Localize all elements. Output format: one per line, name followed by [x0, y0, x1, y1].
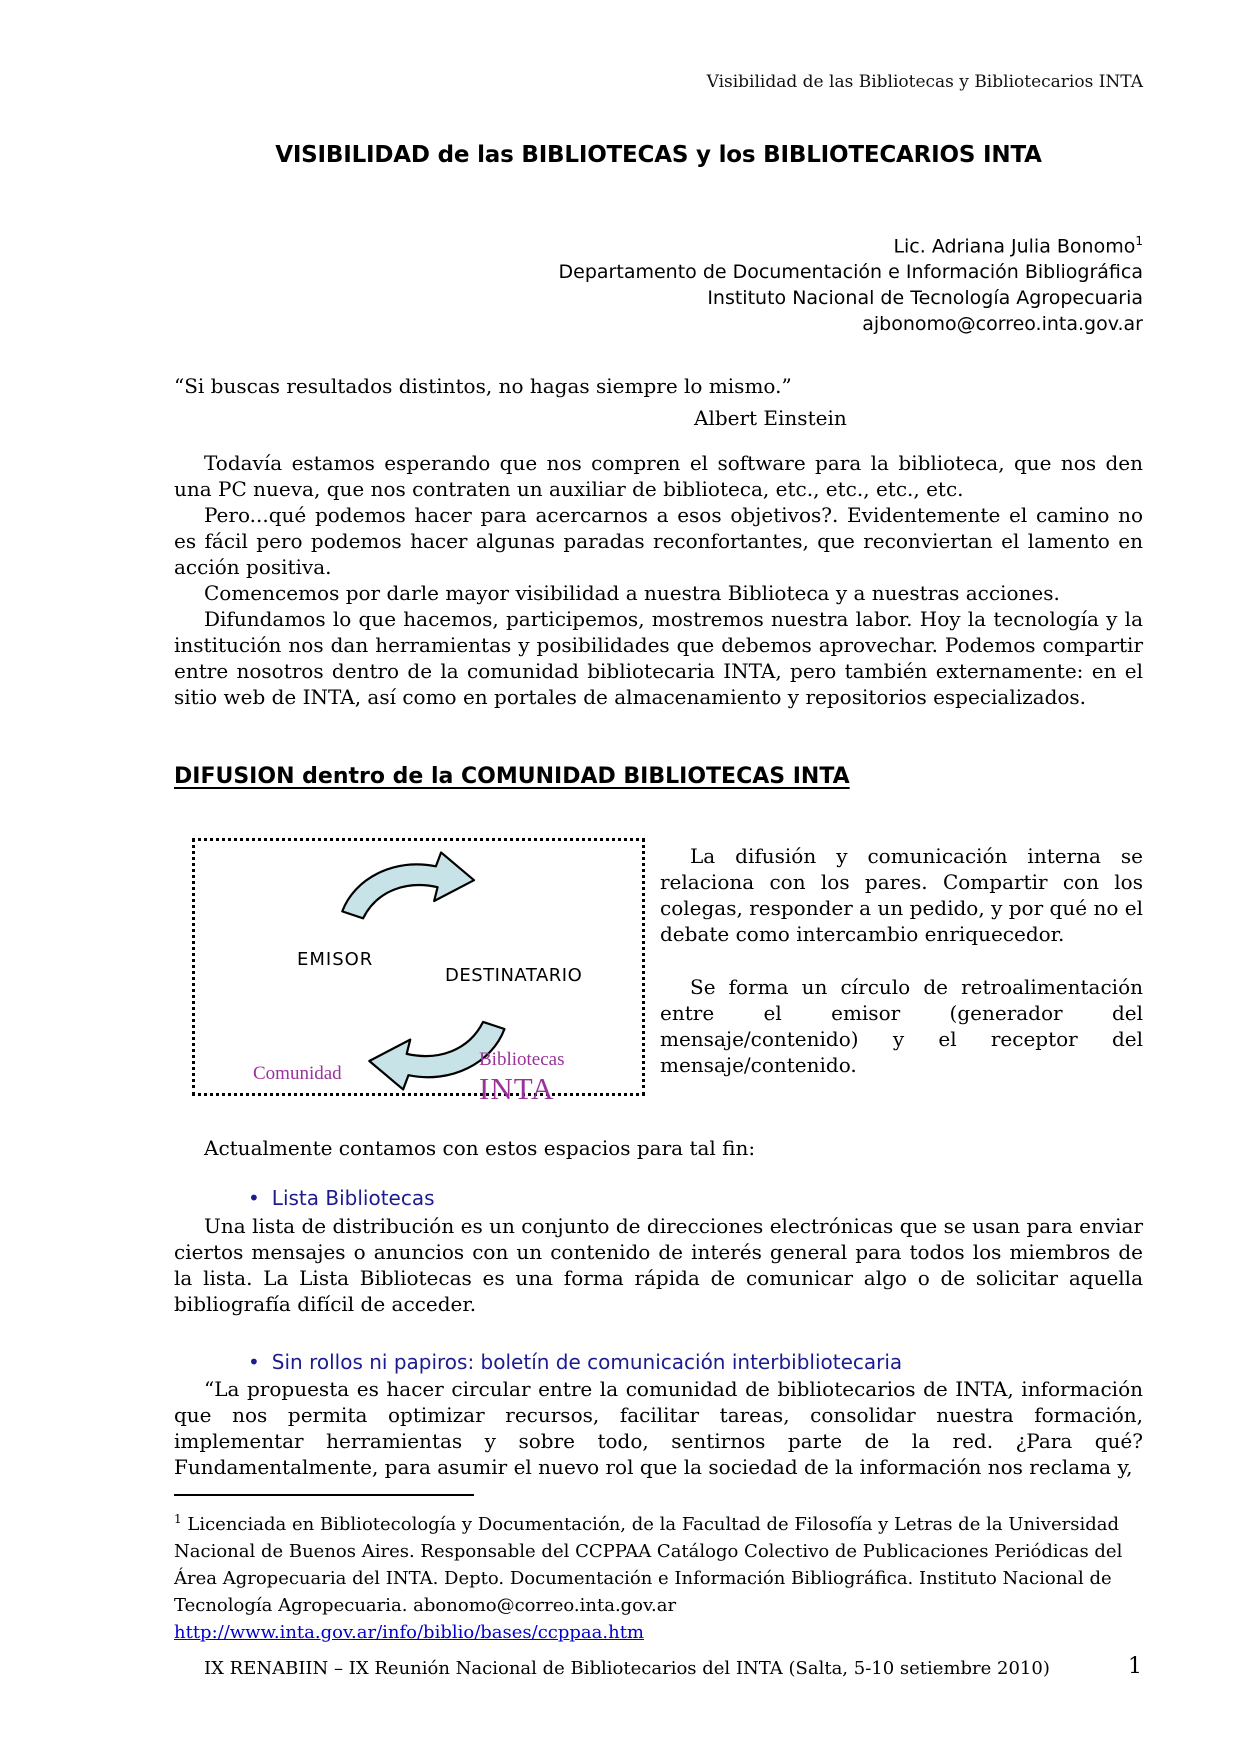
- author-institution: Instituto Nacional de Tecnología Agropecuaria: [707, 287, 1143, 310]
- cycle-arrow-top-icon: [333, 849, 485, 927]
- section-heading: DIFUSION dentro de la COMUNIDAD BIBLIOTECAS INTA: [174, 764, 850, 789]
- author-block: [559, 228, 1143, 337]
- footnote-ref: 1: [174, 1512, 182, 1526]
- footer-conference-line: IX RENABIIN – IX Reunión Nacional de Bibliotecarios del INTA (Salta, 5-10 setiembre 2010): [204, 1658, 1050, 1679]
- footnote-separator: [174, 1494, 474, 1496]
- diagram-side-text: [660, 843, 1143, 1078]
- author-department: Departamento de Documentación e Información Bibliográfica: [558, 261, 1143, 284]
- bullet-dot-icon: •: [248, 1350, 260, 1374]
- diagram-label-bibliotecas-inta: [479, 1049, 642, 1107]
- side-paragraph: La difusión y comunicación interna se relaciona con los pares. Compartir con los colegas, responder a un pedido, y por qué no el debate como intercambio enriquecedor.: [660, 844, 1143, 946]
- bullet-paragraph: Una lista de distribución es un conjunto de direcciones electrónicas que se usan para enviar ciertos mensajes o anuncios con un contenido de interés general para todos los miembros de la lista. La Lista Bibliotecas es una forma rápida de comunicar algo o de solicitar aquella bibliografía difícil de acceder.: [174, 1214, 1143, 1316]
- bullet-paragraph: “La propuesta es hacer circular entre la comunidad de bibliotecarios de INTA, información que nos permita optimizar recursos, facilitar tareas, consolidar nuestra formación, implementar herramientas y sobre todo, sentirnos parte de la red. ¿Para qué? Fundamentalmente, para asumir el nuevo rol que la sociedad de la información nos reclama y,: [174, 1377, 1143, 1479]
- page-title: VISIBILIDAD de las BIBLIOTECAS y los BIBLIOTECARIOS INTA: [275, 142, 1042, 168]
- epigraph-attribution: Albert Einstein: [694, 406, 847, 430]
- diagram-label-emisor: EMISOR: [297, 949, 374, 970]
- footnote-link[interactable]: http://www.inta.gov.ar/info/biblio/bases/ccppaa.htm: [174, 1622, 644, 1643]
- epigraph-quote: “Si buscas resultados distintos, no hagas siempre lo mismo.”: [174, 374, 792, 398]
- diagram-label-bibliotecas: Bibliotecas: [479, 1049, 565, 1070]
- side-paragraph: Se forma un círculo de retroalimentación entre el emisor (generador del mensaje/contenido) y el receptor del mensaje/contenido.: [660, 975, 1143, 1077]
- communication-cycle-diagram: [192, 838, 645, 1106]
- author-name: Lic. Adriana Julia Bonomo: [893, 235, 1136, 258]
- page-number: 1: [1128, 1654, 1142, 1679]
- bullet-dot-icon: •: [248, 1186, 260, 1210]
- author-footnote-ref: 1: [1135, 234, 1143, 248]
- running-header: Visibilidad de las Bibliotecas y Bibliotecarios INTA: [706, 72, 1143, 92]
- author-email: ajbonomo@correo.inta.gov.ar: [862, 313, 1143, 336]
- bullet-item-lista-bibliotecas: [248, 1186, 435, 1210]
- author-name-line: [559, 228, 1143, 259]
- intro-paragraph: Difundamos lo que hacemos, participemos, mostremos nuestra labor. Hoy la tecnología y la institución nos dan herramientas y posibilidades que debemos aprovechar. Podemos compartir entre nosotros dentro de la comunidad bibliotecaria INTA, pero también externamente: en el sitio web de INTA, así como en portales de almacenamiento y repositorios especializados.: [174, 607, 1143, 709]
- intro-paragraphs: [174, 450, 1143, 710]
- diagram-label-inta: INTA: [479, 1071, 555, 1106]
- diagram-label-comunidad: Comunidad: [253, 1063, 342, 1084]
- bullet-label: Lista Bibliotecas: [271, 1186, 435, 1210]
- intro-paragraph: Todavía estamos esperando que nos compren el software para la biblioteca, que nos den una PC nueva, que nos contraten un auxiliar de biblioteca, etc., etc., etc., etc.: [174, 451, 1143, 501]
- spaces-intro-line: Actualmente contamos con estos espacios para tal fin:: [204, 1136, 756, 1160]
- intro-paragraph: Pero...qué podemos hacer para acercarnos a esos objetivos?. Evidentemente el camino no es fácil pero podemos hacer algunas paradas reconfortantes, que reconviertan el lamento en acción positiva.: [174, 503, 1143, 579]
- footnote-text: Licenciada en Bibliotecología y Documentación, de la Facultad de Filosofía y Letras de la Universidad Nacional de Buenos Aires. Responsable del CCPPAA Catálogo Colectivo de Publicaciones Periódicas del Área Agropecuaria del INTA. Depto. Documentación e Información Bibliográfica. Instituto Nacional de Tecnología Agropecuaria. abonomo@correo.inta.gov.ar: [174, 1514, 1123, 1616]
- diagram-label-destinatario: DESTINATARIO: [445, 965, 583, 986]
- intro-paragraph: Comencemos por darle mayor visibilidad a nuestra Biblioteca y a nuestras acciones.: [204, 581, 1060, 605]
- footnote: [174, 1506, 1149, 1646]
- bullet-item-sin-rollos: [248, 1350, 902, 1374]
- bullet-label: Sin rollos ni papiros: boletín de comunicación interbibliotecaria: [271, 1350, 903, 1374]
